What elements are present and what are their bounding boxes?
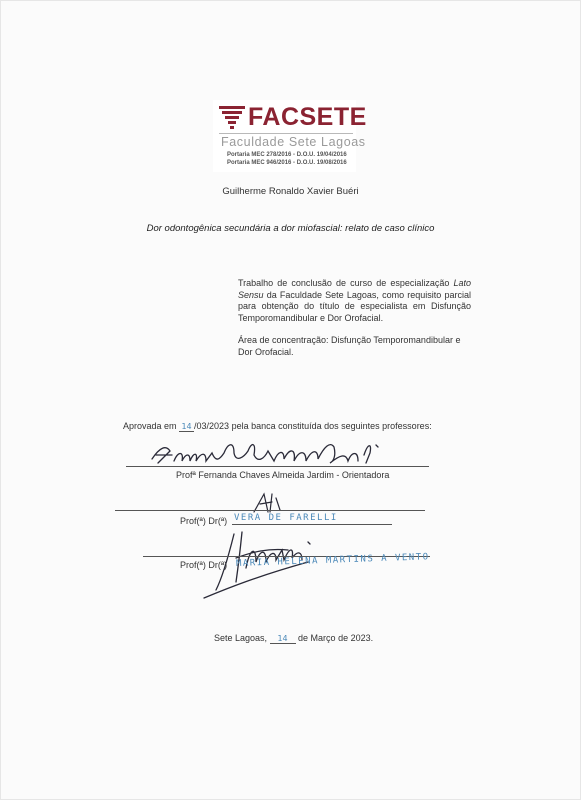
approval-day: 14: [179, 422, 194, 432]
author-name: Guilherme Ronaldo Xavier Buéri: [222, 186, 359, 197]
examiner-1-caption: Prof(ª) Dr(ª): [180, 516, 228, 526]
facsete-logo-icon: [219, 106, 245, 130]
place-date-suffix: de Março de 2023.: [295, 633, 374, 643]
approval-suffix: /03/2023 pela banca constituída dos seguintes professores:: [194, 421, 432, 431]
examiner-2-handwritten-name: MARIA HELENA MARTINS A VENTO: [235, 552, 430, 569]
signature-advisor: [150, 433, 390, 473]
portaria-line-2: Portaria MEC 946/2016 - D.O.U. 19/08/2016: [227, 160, 347, 166]
description-block: [238, 278, 471, 358]
signature-line-examiner-1: [115, 510, 425, 511]
institution-logo: [213, 100, 367, 172]
examiner-1-handwritten-name: VERA DE FARELLI: [234, 513, 338, 523]
name-line-examiner-1: [232, 524, 392, 525]
institution-name: FACSETE: [248, 103, 367, 131]
portaria-line-1: Portaria MEC 278/2016 - D.O.U. 19/04/2016: [227, 152, 347, 158]
approval-prefix: Aprovada em: [123, 421, 180, 431]
approval-statement: [123, 421, 432, 432]
place-date-day: 14: [270, 634, 296, 644]
description-part-1: Trabalho de conclusão de curso de especialização: [238, 278, 454, 288]
description-part-2: da Faculdade Sete Lagoas, como requisito parcial para obtenção do título de especialista em Disfunção Temporomandibular e Dor Orofacial.: [238, 289, 471, 323]
place-and-date: [214, 633, 373, 644]
concentration-area: Área de concentração: Disfunção Temporomandibular e Dor Orofacial.: [238, 335, 461, 357]
advisor-caption: Profª Fernanda Chaves Almeida Jardim - Orientadora: [176, 470, 390, 480]
document-title: Dor odontogênica secundária a dor miofascial: relato de caso clínico: [146, 223, 435, 234]
description-latin-term: Lato Sensu: [238, 278, 471, 300]
description-text: [238, 278, 471, 324]
signature-line-advisor: [126, 466, 429, 467]
institution-subtitle: Faculdade Sete Lagoas: [221, 135, 366, 149]
examiner-2-caption: Prof(ª) Dr(ª): [180, 560, 228, 570]
place-date-prefix: Sete Lagoas,: [214, 633, 270, 643]
